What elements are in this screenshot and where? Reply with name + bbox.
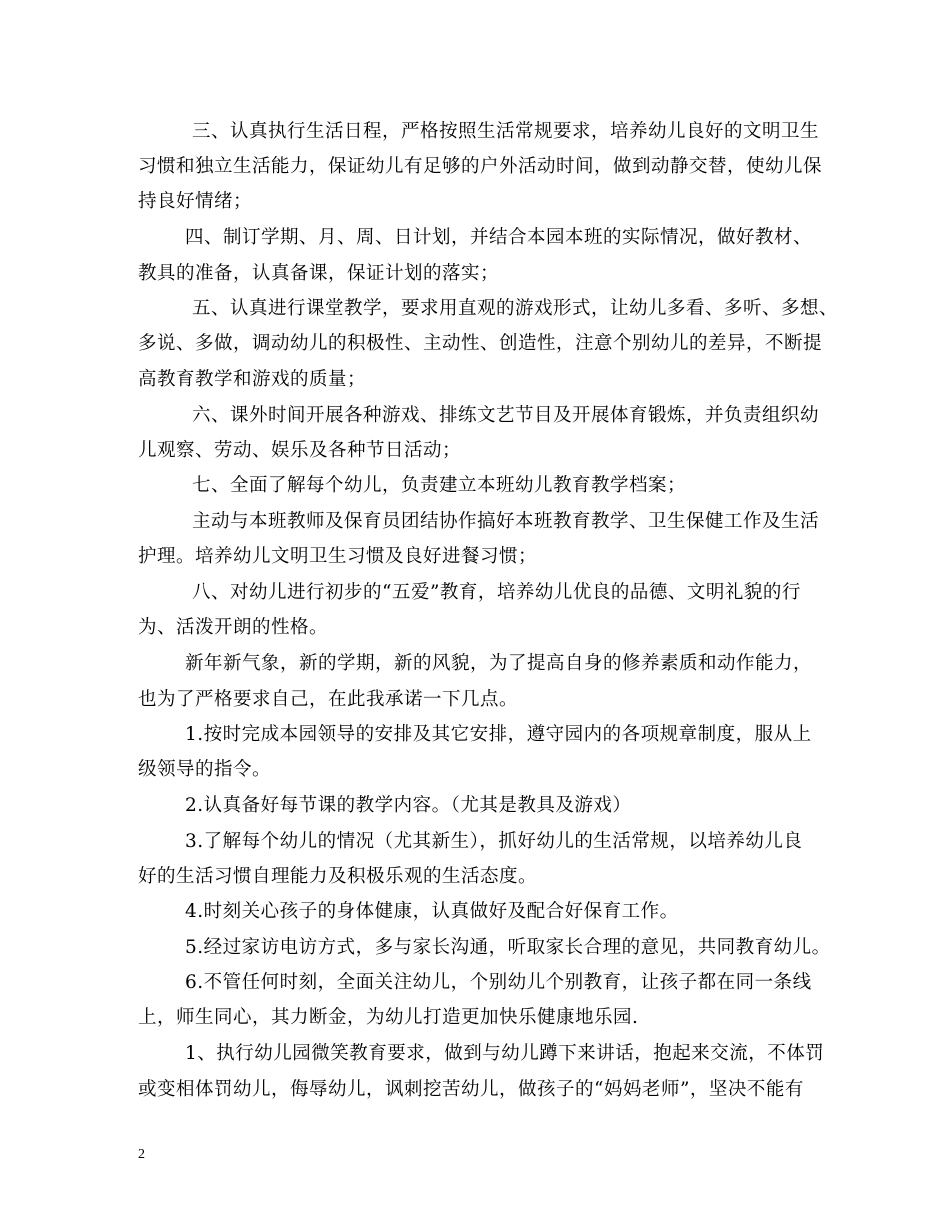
text-line: 6.不管任何时刻，全面关注幼儿，个别幼儿个别教育，让孩子都在同一条线 bbox=[185, 972, 812, 993]
page-number: 2 bbox=[138, 1147, 145, 1162]
text-line: 八、对幼儿进行初步的“五爱”教育，培养幼儿优良的品德、文明礼貌的行 bbox=[192, 582, 801, 603]
text-line: 多说、多做，调动幼儿的积极性、主动性、创造性，注意个别幼儿的差异，不断提 bbox=[138, 333, 823, 354]
text-line: 七、全面了解每个幼儿，负责建立本班幼儿教育教学档案； bbox=[192, 475, 687, 496]
text-line: 习惯和独立生活能力，保证幼儿有足够的户外活动时间，做到动静交替，使幼儿保 bbox=[138, 156, 823, 177]
text-line: 上，师生同心，其力断金，为幼儿打造更加快乐健康地乐园. bbox=[138, 1007, 639, 1028]
text-line: 新年新气象，新的学期，新的风貌，为了提高自身的修养素质和动作能力， bbox=[185, 653, 813, 674]
text-line: 四、制订学期、月、周、日计划，并结合本园本班的实际情况，做好教材、 bbox=[185, 227, 813, 248]
text-line: 六、课外时间开展各种游戏、排练文艺节目及开展体育锻炼，并负责组织幼 bbox=[192, 405, 820, 426]
text-line: 儿观察、劳动、娱乐及各种节日活动； bbox=[138, 440, 462, 461]
text-line: 五、认真进行课堂教学，要求用直观的游戏形式，让幼儿多看、多听、多想、 bbox=[192, 298, 839, 319]
text-line: 高教育教学和游戏的质量； bbox=[138, 369, 367, 390]
text-line: 4.时刻关心孩子的身体健康，认真做好及配合好保育工作。 bbox=[185, 901, 679, 922]
text-line: 2.认真备好每节课的教学内容。（尤其是教具及游戏） bbox=[185, 795, 632, 816]
text-line: 主动与本班教师及保育员团结协作搞好本班教育教学、卫生保健工作及生活 bbox=[192, 511, 820, 532]
text-line: 1.按时完成本园领导的安排及其它安排，遵守园内的各项规章制度，服从上 bbox=[185, 724, 812, 745]
text-line: 三、认真执行生活日程，严格按照生活常规要求，培养幼儿良好的文明卫生 bbox=[192, 121, 820, 142]
text-line: 1、执行幼儿园微笑教育要求，做到与幼儿蹲下来讲话，抱起来交流，不体罚 bbox=[185, 1043, 825, 1064]
text-line: 护理。培养幼儿文明卫生习惯及良好进餐习惯； bbox=[138, 546, 538, 567]
text-line: 教具的准备，认真备课，保证计划的落实； bbox=[138, 263, 500, 284]
text-line: 3.了解每个幼儿的情况（尤其新生），抓好幼儿的生活常规，以培养幼儿良 bbox=[185, 831, 803, 852]
text-line: 也为了严格要求自己，在此我承诺一下几点。 bbox=[138, 689, 519, 710]
text-line: 好的生活习惯自理能力及积极乐观的生活态度。 bbox=[138, 866, 538, 887]
text-line: 或变相体罚幼儿，侮辱幼儿，讽刺挖苦幼儿，做孩子的“妈妈老师”，坚决不能有 bbox=[138, 1079, 804, 1100]
text-line: 级领导的指令。 bbox=[138, 759, 272, 780]
text-line: 5.经过家访电访方式，多与家长沟通，听取家长合理的意见，共同教育幼儿。 bbox=[185, 937, 831, 958]
text-line: 持良好情绪； bbox=[138, 191, 253, 212]
text-line: 为、活泼开朗的性格。 bbox=[138, 617, 329, 638]
